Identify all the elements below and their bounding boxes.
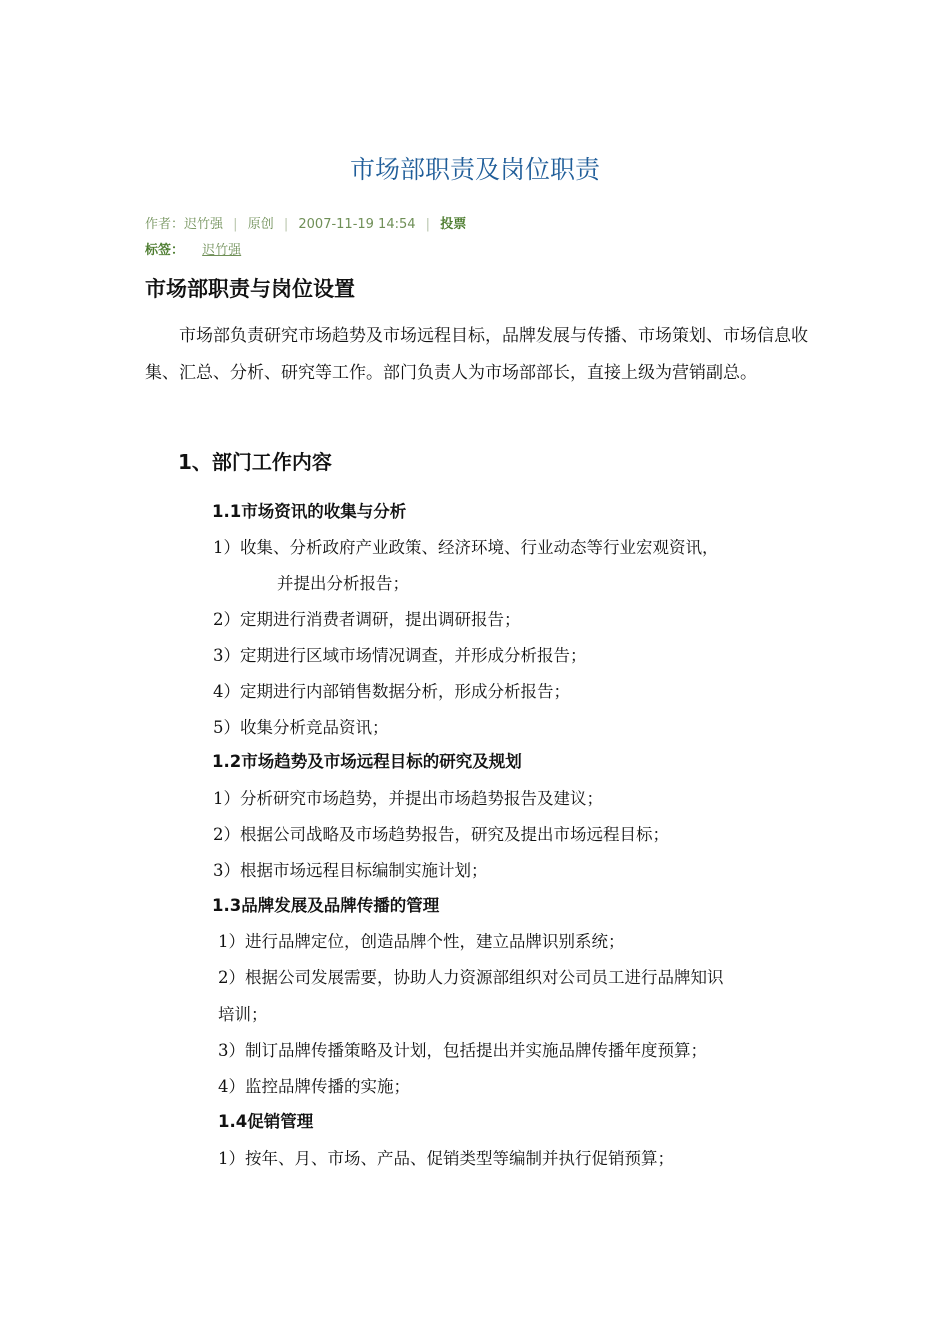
post-type: 原创 xyxy=(247,217,274,232)
post-datetime: 2007-11-19 14:54 xyxy=(298,217,416,232)
dept-heading: 1、部门工作内容 xyxy=(178,450,332,474)
meta-separator: | xyxy=(283,217,289,232)
list-item: 2）定期进行消费者调研，提出调研报告； xyxy=(213,610,521,629)
list-item: 1）进行品牌定位，创造品牌个性，建立品牌识别系统； xyxy=(218,932,625,951)
tag-link[interactable]: 迟竹强 xyxy=(202,243,242,258)
meta-separator: | xyxy=(233,217,238,232)
subsection-heading: 1.4促销管理 xyxy=(218,1112,314,1131)
list-item: 3）根据市场远程目标编制实施计划； xyxy=(213,861,488,880)
meta-separator: | xyxy=(425,217,431,232)
tags-label: 标签： xyxy=(145,243,185,258)
vote-link[interactable]: 投票 xyxy=(440,217,467,232)
page-title: 市场部职责及岗位职责 xyxy=(349,155,600,184)
list-item: 4）定期进行内部销售数据分析，形成分析报告； xyxy=(213,682,570,701)
subsection-heading: 1.2市场趋势及市场远程目标的研究及规划 xyxy=(212,752,522,771)
list-item: 1）收集、分析政府产业政策、经济环境、行业动态等行业宏观资讯， xyxy=(213,538,719,557)
tags-row xyxy=(145,239,241,258)
intro-paragraph: 市场部负责研究市场趋势及市场远程目标，品牌发展与传播、市场策划、市场信息收集、汇总、分析、研究等工作。部门负责人为市场部部长，直接上级为营销副总。 xyxy=(145,326,808,383)
list-item: 并提出分析报告； xyxy=(277,574,409,593)
section-title: 市场部职责与岗位设置 xyxy=(145,277,355,301)
subsection-heading: 1.1市场资讯的收集与分析 xyxy=(212,502,407,521)
list-item: 3）制订品牌传播策略及计划，包括提出并实施品牌传播年度预算； xyxy=(218,1041,707,1060)
subsection-heading: 1.3品牌发展及品牌传播的管理 xyxy=(212,896,440,915)
author: 作者：迟竹强 xyxy=(145,217,224,232)
list-item: 2）根据公司发展需要，协助人力资源部组织对公司员工进行品牌知识 xyxy=(218,968,724,987)
list-item: 4）监控品牌传播的实施； xyxy=(218,1077,410,1096)
list-item: 5）收集分析竞品资讯； xyxy=(213,718,389,737)
list-item: 1）分析研究市场趋势，并提出市场趋势报告及建议； xyxy=(213,789,603,808)
list-item: 2）根据公司战略及市场趋势报告，研究及提出市场远程目标； xyxy=(213,825,669,844)
list-item: 培训； xyxy=(218,1005,268,1024)
post-meta xyxy=(145,213,466,232)
list-item: 1）按年、月、市场、产品、促销类型等编制并执行促销预算； xyxy=(218,1149,674,1168)
list-item: 3）定期进行区域市场情况调查，并形成分析报告； xyxy=(213,646,587,665)
